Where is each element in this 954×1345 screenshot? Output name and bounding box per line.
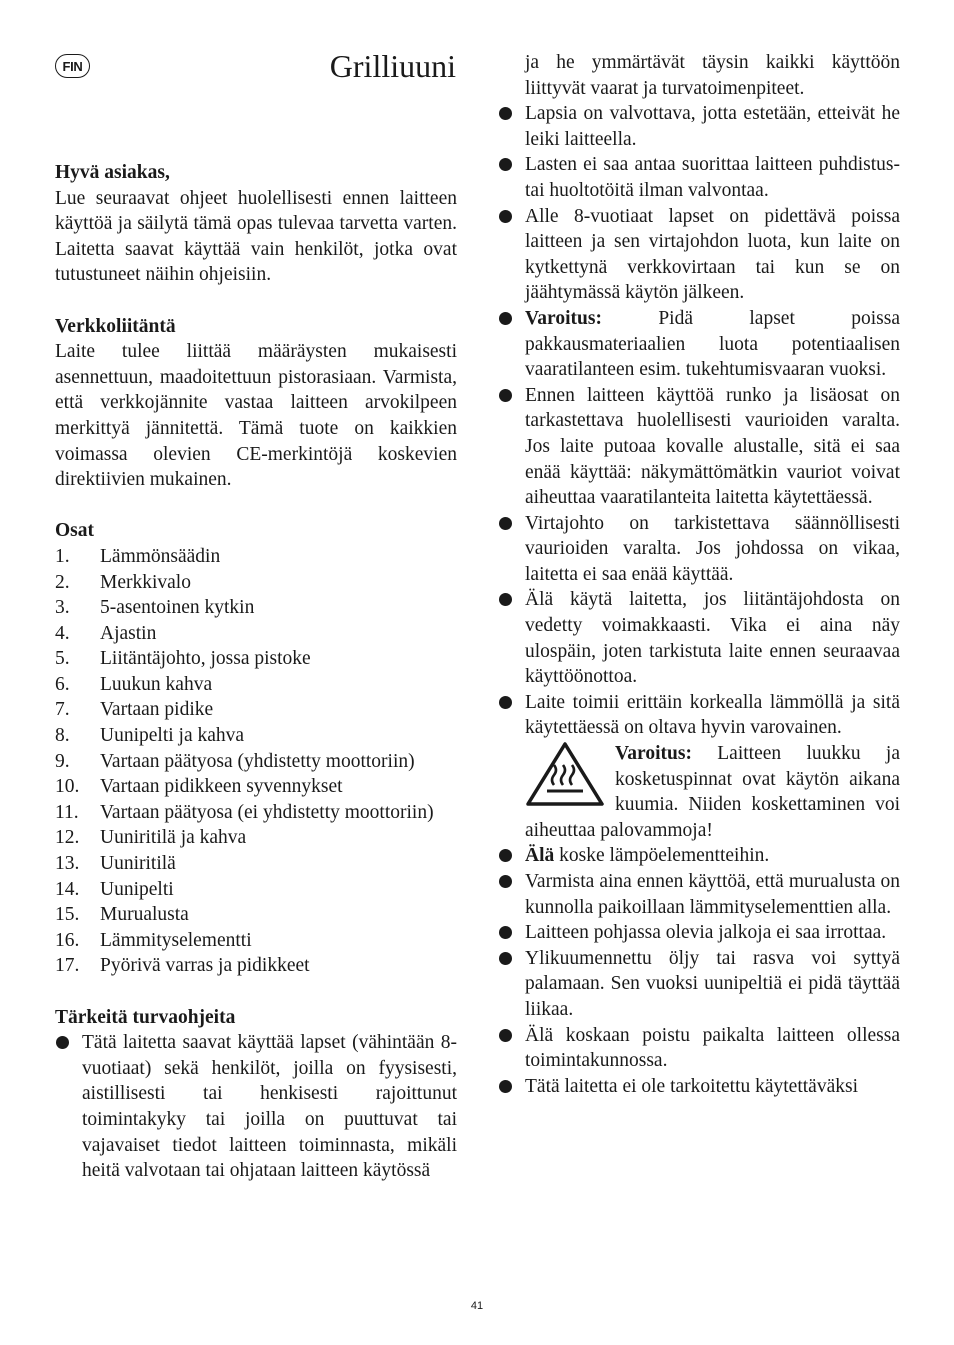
safety-heading: Tärkeitä turvaohjeita [55, 1006, 236, 1028]
list-item-text: Tätä laitetta ei ole tarkoitettu käytettäväksi [525, 1075, 858, 1097]
list-item [498, 1074, 900, 1100]
list-item-text: Laitteen pohjassa olevia jalkoja ei saa irrottaa. [525, 922, 887, 944]
list-item [498, 587, 900, 689]
list-item-text: Laite toimii erittäin korkealla lämmöllä ja sitä käytettäessä on oltava hyvin varovainen. [525, 691, 900, 739]
bullet-icon [499, 158, 512, 171]
hot-surface-warning [498, 741, 900, 843]
list-item [55, 723, 457, 749]
bullet-icon [499, 849, 512, 862]
list-item [55, 595, 457, 621]
list-item [498, 101, 900, 152]
list-item-label: Uunipelti ja kahva [100, 725, 245, 747]
parts-heading: Osat [55, 520, 94, 542]
list-item-number: 14. [55, 878, 80, 900]
right-column [498, 50, 900, 1099]
list-item-text: Ylikuumennettu öljy tai rasva voi syttyä palamaan. Sen vuoksi uunipeltiä ei pidä täyttää liikaa. [525, 947, 900, 1020]
list-item [498, 946, 900, 1023]
bullet-icon [499, 1080, 512, 1093]
list-item [498, 1023, 900, 1074]
warning-label: Varoitus: [525, 307, 602, 329]
list-item-label: Murualusta [100, 904, 189, 926]
list-item-number: 1. [55, 545, 70, 567]
list-item-label: Liitäntäjohto, jossa pistoke [100, 648, 311, 670]
hot-surface-warning-icon [525, 741, 605, 807]
list-item [55, 851, 457, 877]
list-item [55, 544, 457, 570]
list-item-label: Merkkivalo [100, 571, 191, 593]
bullet-icon [499, 875, 512, 888]
list-item [55, 672, 457, 698]
list-item-number: 9. [55, 750, 70, 772]
list-item [55, 570, 457, 596]
hot-warning-label: Varoitus: [615, 743, 692, 765]
list-item-number: 2. [55, 571, 70, 593]
list-item-label: Pyörivä varras ja pidikkeet [100, 955, 310, 977]
hot-warning-text: Laitteen luukku ja kosketuspinnat ovat käytön aikana kuumia. Niiden koskettaminen voi aiheuttaa palovammoja! [525, 743, 900, 841]
list-item-label: Uuniritilä ja kahva [100, 827, 247, 849]
power-heading: Verkkoliitäntä [55, 315, 176, 337]
list-item-label: Vartaan päätyosa (ei yhdistetty moottoriin) [100, 801, 434, 823]
warning-text: Pidä lapset poissa pakkausmateriaalien luota potentiaalisen vaaratilanteen esim. tukehtumisvaaran vuoksi. [525, 307, 900, 381]
list-item-label: Lämmönsäädin [100, 545, 221, 567]
bullet-icon [499, 593, 512, 606]
list-item-text: Alle 8-vuotiaat lapset on pidettävä poissa laitteen ja sen virtajohdon luota, kun laite on kytkettynä verkkovirtaan tai kun se on jäähtymässä käytön jälkeen. [525, 205, 900, 304]
list-item-number: 4. [55, 622, 70, 644]
parts-list [55, 544, 457, 979]
safety-list-c [498, 869, 900, 1099]
list-item-number: 11. [55, 801, 79, 823]
list-item-label: Uuniritilä [100, 853, 176, 875]
bullet-icon [499, 517, 512, 530]
safety-continuation: ja he ymmärtävät täysin kaikki käyttöön liittyvät vaarat ja turvatoimenpiteet. [525, 52, 900, 99]
list-item-number: 6. [55, 673, 70, 695]
list-item-text: Älä käytä laitetta, jos liitäntäjohdosta on vedetty voimakkaasti. Vika ei aina näy ulospäin, joten tarkistuta laite ennen seuraavaa käyttöönottoa. [525, 589, 900, 688]
list-item-label: 5-asentoinen kytkin [100, 597, 255, 619]
list-item-number: 10. [55, 776, 80, 798]
list-item [55, 1030, 457, 1184]
list-item [498, 152, 900, 203]
list-item [55, 646, 457, 672]
list-item-number: 3. [55, 597, 70, 619]
bullet-icon [499, 696, 512, 709]
list-item-text: Älä koskaan poistu paikalta laitteen ollessa toimintakunnossa. [525, 1024, 900, 1072]
list-item [498, 690, 900, 741]
left-column [55, 160, 457, 1184]
list-item [55, 697, 457, 723]
list-item [55, 774, 457, 800]
bullet-icon [56, 1036, 69, 1049]
list-item [55, 749, 457, 775]
page-number: 41 [470, 1300, 484, 1312]
safety-list-b [498, 383, 900, 741]
list-item-number: 7. [55, 699, 70, 721]
list-item [498, 869, 900, 920]
list-item [498, 920, 900, 946]
bullet-icon [499, 312, 512, 325]
list-item-label: Lämmityselementti [100, 929, 252, 951]
bullet-icon [499, 107, 512, 120]
list-item-number: 13. [55, 853, 80, 875]
list-item [498, 204, 900, 306]
bullet-icon [499, 389, 512, 402]
no-touch-text: koske lämpöelementteihin. [554, 845, 770, 867]
list-item [55, 621, 457, 647]
list-item-number: 16. [55, 929, 80, 951]
safety-list-a [498, 101, 900, 306]
list-item-label: Uunipelti [100, 878, 174, 900]
intro-heading: Hyvä asiakas, [55, 162, 170, 183]
list-item [498, 843, 900, 869]
intro-text: Lue seuraavat ohjeet huolellisesti ennen laitteen käyttöä ja säilytä tämä opas tulevaa tarvetta varten. Laitetta saavat käyttää vain henkilöt, jotka ovat tutustuneet näihin ohjeisiin. [55, 187, 457, 286]
list-item-number: 8. [55, 725, 70, 747]
safety-first-bullet-text: Tätä laitetta saavat käyttää lapset (vähintään 8-vuotiaat) sekä henkilöt, joilla on fyysisesti, aistillisesti tai henkisesti rajoittunut toimintakyky tai joilla on puuttuvat tai vajavaiset tiedot laitteen toiminnasta, mikäli heitä valvotaan tai ohjataan laitteen käytössä [82, 1032, 457, 1182]
list-item-text: Varmista aina ennen käyttöä, että murualusta on kunnolla paikoillaan lämmityselementtien alla. [525, 871, 900, 918]
list-item [498, 383, 900, 511]
list-item [55, 877, 457, 903]
list-item-text: Lapsia on valvottava, jotta estetään, etteivät he leiki laitteella. [525, 103, 900, 150]
no-touch-label: Älä [525, 845, 555, 867]
list-item [55, 953, 457, 979]
list-item [55, 800, 457, 826]
list-item [498, 511, 900, 588]
list-item-text: Lasten ei saa antaa suorittaa laitteen puhdistus- tai huoltotöitä ilman valvontaa. [525, 154, 900, 201]
list-item-label: Vartaan pidike [100, 699, 214, 721]
list-item-label: Ajastin [100, 622, 157, 644]
list-item-label: Vartaan pidikkeen syvennykset [100, 776, 343, 798]
list-item [55, 825, 457, 851]
list-item-text: Ennen laitteen käyttöä runko ja lisäosat on tarkastettava huolellisesti vaurioiden varalta. Jos laite putoaa kovalle alustalle, sitä ei saa enää käyttää: näkymättömätkin vauriot voivat aiheuttaa vaaratilanteita laitetta käytettäessä. [525, 384, 900, 509]
list-item-label: Luukun kahva [100, 673, 213, 695]
bullet-icon [499, 1029, 512, 1042]
list-item [498, 306, 900, 383]
list-item-number: 17. [55, 955, 80, 977]
list-item-text: Virtajohto on tarkistettava säännöllisesti vaurioiden varalta. Jos johdossa on vikaa, laitetta ei saa enää käyttää. [525, 512, 900, 585]
power-text: Laite tulee liittää määräysten mukaisesti asennettuun, maadoitettuun pistorasiaan. Varmista, että verkkojännite vastaa laitteen arvokilpeen merkittyä jännitettä. Tämä tuote on kaikkien voimassa olevien CE-merkintöjä koskevien direktiivien mukainen. [55, 341, 457, 491]
bullet-icon [499, 926, 512, 939]
bullet-icon [499, 210, 512, 223]
list-item-number: 15. [55, 904, 80, 926]
list-item-label: Vartaan päätyosa (yhdistetty moottoriin) [100, 750, 415, 772]
page-title: Grilliuuni [329, 48, 456, 84]
list-item-number: 12. [55, 827, 80, 849]
list-item-number: 5. [55, 648, 70, 670]
language-badge: FIN [55, 54, 90, 78]
list-item [55, 928, 457, 954]
list-item [55, 902, 457, 928]
bullet-icon [499, 952, 512, 965]
